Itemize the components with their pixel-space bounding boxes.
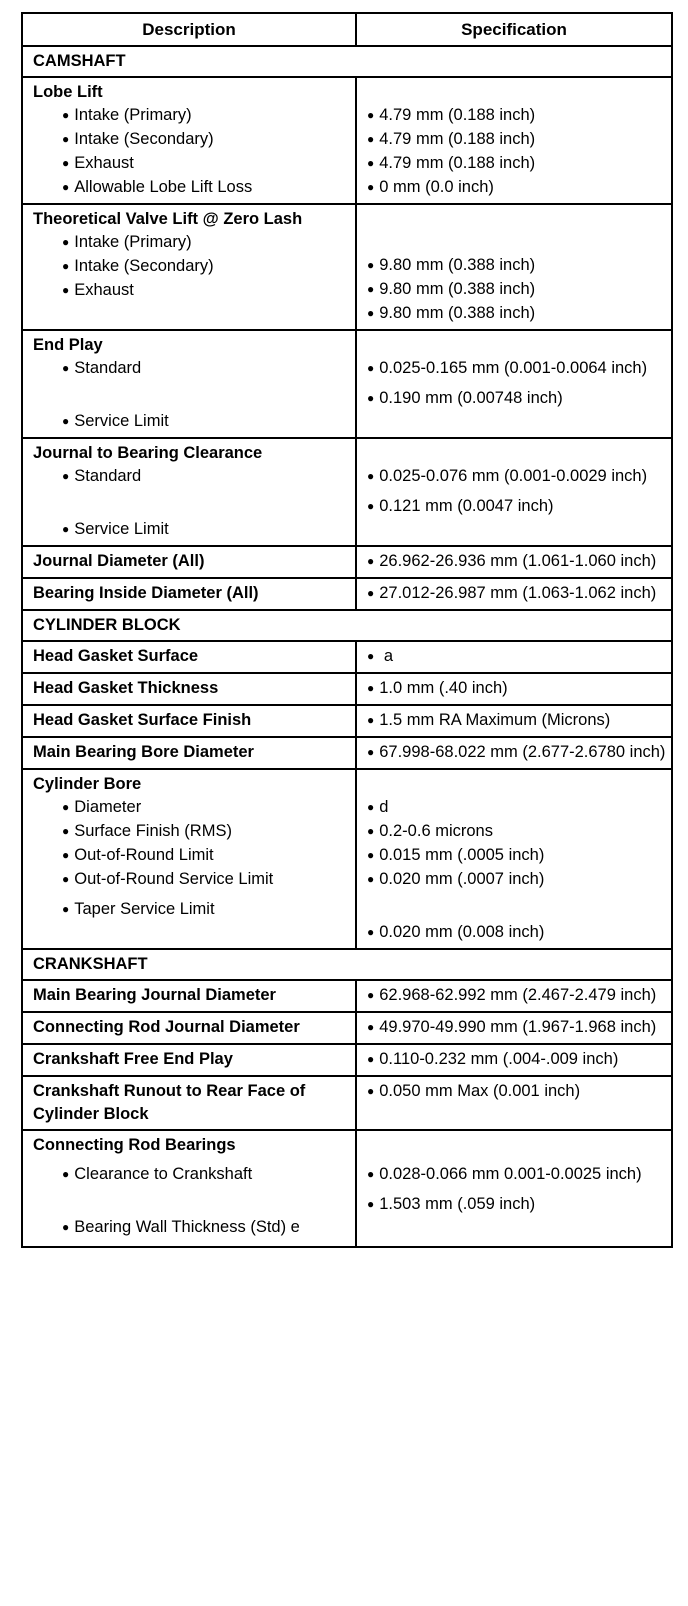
- section-title-cylinder-block: CYLINDER BLOCK: [22, 610, 672, 641]
- specification-cell: [356, 1130, 672, 1247]
- specification-cell: [356, 980, 672, 1012]
- specification-cell: [356, 204, 672, 330]
- section-title-crankshaft: CRANKSHAFT: [22, 949, 672, 980]
- specification-cell: [356, 578, 672, 610]
- description-cell: [22, 438, 356, 546]
- sub-item-label: ● Service Limit: [33, 518, 355, 542]
- table-row: [22, 705, 672, 737]
- table-row: [22, 546, 672, 578]
- section-row: [22, 46, 672, 77]
- rod-journal-label: Connecting Rod Journal Diameter: [22, 1012, 356, 1044]
- sub-item-label: ● Surface Finish (RMS): [33, 820, 355, 844]
- table-row: [22, 578, 672, 610]
- table-row: [22, 204, 672, 330]
- spec-value: ● 26.962-26.936 mm (1.061-1.060 inch): [367, 550, 671, 574]
- specification-cell: [356, 737, 672, 769]
- sub-item-label: ● Standard: [33, 465, 355, 489]
- specification-cell: [356, 1076, 672, 1130]
- spec-value: ● 9.80 mm (0.388 inch): [367, 302, 671, 326]
- table-row: [22, 737, 672, 769]
- spec-value: ● 9.80 mm (0.388 inch): [367, 278, 671, 302]
- spec-value: ● 0.015 mm (.0005 inch): [367, 844, 671, 868]
- specification-cell: [356, 705, 672, 737]
- sub-item-label: ● Clearance to Crankshaft: [33, 1163, 355, 1187]
- sub-item-label: ● Intake (Primary): [33, 231, 355, 255]
- sub-item-label: ● Standard: [33, 357, 355, 381]
- spec-value: ● 1.0 mm (.40 inch): [367, 677, 671, 701]
- description-header: Description: [22, 13, 356, 46]
- spec-value: ● 4.79 mm (0.188 inch): [367, 104, 671, 128]
- specification-header: Specification: [356, 13, 672, 46]
- specification-cell: [356, 769, 672, 949]
- cylinder-bore-label: Cylinder Bore: [33, 775, 142, 793]
- sub-item-label: ● Out-of-Round Service Limit: [33, 868, 355, 892]
- sub-item-label: ● Diameter: [33, 796, 355, 820]
- main-bore-label: Main Bearing Bore Diameter: [22, 737, 356, 769]
- specification-cell: [356, 77, 672, 204]
- sub-item-label: ● Taper Service Limit: [33, 898, 355, 922]
- spec-value: ● 0.121 mm (0.0047 inch): [367, 495, 671, 519]
- table-row: [22, 1044, 672, 1076]
- bearing-inside-label: Bearing Inside Diameter (All): [22, 578, 356, 610]
- sub-item-label: ● Exhaust: [33, 279, 355, 303]
- table-row: [22, 1076, 672, 1130]
- specification-cell: [356, 673, 672, 705]
- spec-value: ● d: [367, 796, 671, 820]
- sub-item-label: ● Intake (Primary): [33, 104, 355, 128]
- gasket-surface-label: Head Gasket Surface: [22, 641, 356, 673]
- sub-item-label: ● Allowable Lobe Lift Loss: [33, 176, 355, 200]
- journal-clearance-label: Journal to Bearing Clearance: [33, 444, 263, 462]
- table-row: [22, 641, 672, 673]
- rod-bearings-label: Connecting Rod Bearings: [33, 1136, 236, 1154]
- spec-value: ● 0.028-0.066 mm 0.001-0.0025 inch): [367, 1163, 671, 1187]
- description-cell: [22, 1130, 356, 1247]
- spec-value: ● 49.970-49.990 mm (1.967-1.968 inch): [367, 1016, 671, 1040]
- section-row: [22, 610, 672, 641]
- spec-value: ● 0.050 mm Max (0.001 inch): [367, 1080, 671, 1104]
- spec-value: ● 1.5 mm RA Maximum (Microns): [367, 709, 671, 733]
- table-row: [22, 77, 672, 204]
- description-cell: [22, 204, 356, 330]
- table-row: [22, 980, 672, 1012]
- runout-label: Crankshaft Runout to Rear Face of Cylinder Block: [22, 1076, 356, 1130]
- spec-value: ● 0.025-0.076 mm (0.001-0.0029 inch): [367, 465, 671, 489]
- table-row: [22, 769, 672, 949]
- specification-cell: [356, 546, 672, 578]
- specification-cell: [356, 330, 672, 438]
- table-row: [22, 330, 672, 438]
- sub-item-label: ● Intake (Secondary): [33, 255, 355, 279]
- spec-value: ● 0.190 mm (0.00748 inch): [367, 387, 671, 411]
- section-title-camshaft: CAMSHAFT: [22, 46, 672, 77]
- description-cell: [22, 330, 356, 438]
- specification-cell: [356, 1044, 672, 1076]
- specification-cell: [356, 438, 672, 546]
- sub-item-label: ● Out-of-Round Limit: [33, 844, 355, 868]
- spec-value: ● 0.020 mm (0.008 inch): [367, 921, 671, 945]
- free-end-play-label: Crankshaft Free End Play: [22, 1044, 356, 1076]
- gasket-thickness-label: Head Gasket Thickness: [22, 673, 356, 705]
- spec-value: ● 0.025-0.165 mm (0.001-0.0064 inch): [367, 357, 671, 381]
- spec-value: ● 0.020 mm (.0007 inch): [367, 868, 671, 892]
- spec-value: ● 4.79 mm (0.188 inch): [367, 128, 671, 152]
- section-row: [22, 949, 672, 980]
- spec-value: ● a: [367, 645, 671, 669]
- spec-value: ● 67.998-68.022 mm (2.677-2.6780 inch): [367, 741, 671, 765]
- table-row: [22, 1130, 672, 1247]
- spec-value: ● 62.968-62.992 mm (2.467-2.479 inch): [367, 984, 671, 1008]
- sub-item-label: ● Bearing Wall Thickness (Std) e: [33, 1216, 355, 1240]
- spec-value: ● 4.79 mm (0.188 inch): [367, 152, 671, 176]
- spec-value: ● 0.2-0.6 microns: [367, 820, 671, 844]
- spec-value: ● 0 mm (0.0 inch): [367, 176, 671, 200]
- specification-cell: [356, 1012, 672, 1044]
- valve-lift-label: Theoretical Valve Lift @ Zero Lash: [33, 210, 303, 228]
- end-play-label: End Play: [33, 336, 103, 354]
- lobe-lift-label: Lobe Lift: [33, 83, 103, 101]
- table-row: [22, 673, 672, 705]
- description-cell: [22, 77, 356, 204]
- main-journal-label: Main Bearing Journal Diameter: [22, 980, 356, 1012]
- journal-diameter-label: Journal Diameter (All): [22, 546, 356, 578]
- sub-item-label: ● Service Limit: [33, 410, 355, 434]
- sub-item-label: ● Intake (Secondary): [33, 128, 355, 152]
- sub-item-label: ● Exhaust: [33, 152, 355, 176]
- table-row: [22, 438, 672, 546]
- header-row: [22, 13, 672, 46]
- spec-value: ● 27.012-26.987 mm (1.063-1.062 inch): [367, 582, 671, 606]
- table-row: [22, 1012, 672, 1044]
- spec-value: ● 0.110-0.232 mm (.004-.009 inch): [367, 1048, 671, 1072]
- gasket-finish-label: Head Gasket Surface Finish: [22, 705, 356, 737]
- description-cell: [22, 769, 356, 949]
- spec-value: ● 1.503 mm (.059 inch): [367, 1193, 671, 1217]
- spec-table: [21, 12, 673, 1248]
- specification-cell: [356, 641, 672, 673]
- spec-value: ● 9.80 mm (0.388 inch): [367, 254, 671, 278]
